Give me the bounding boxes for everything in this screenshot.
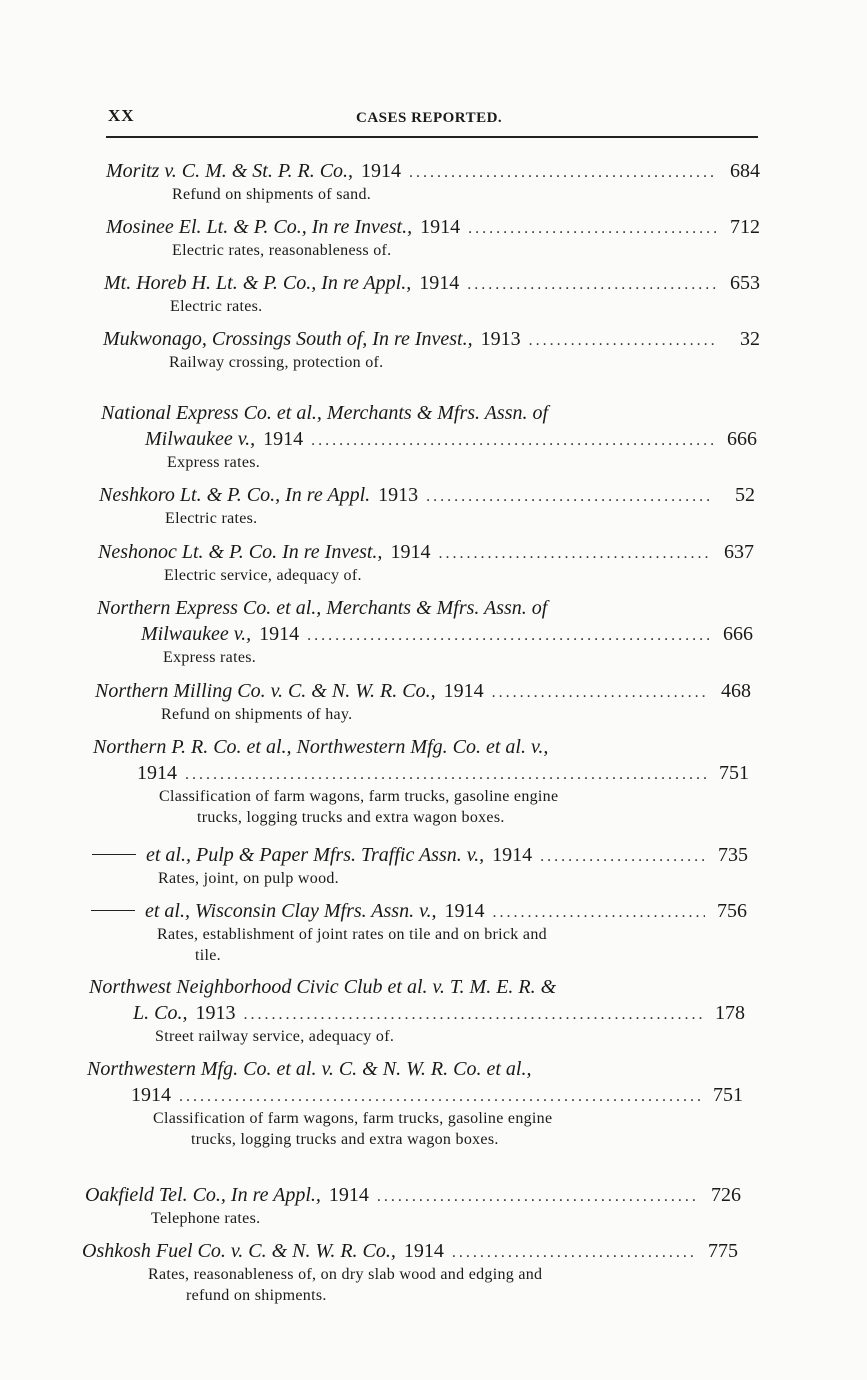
dot-leader <box>307 623 711 649</box>
case-year: 1914 <box>328 1184 369 1206</box>
case-entry <box>92 842 748 889</box>
case-year: 1913 <box>195 1002 236 1024</box>
case-year: 1914 <box>137 762 177 784</box>
case-entry <box>104 270 760 317</box>
case-entry <box>89 974 745 1047</box>
case-subject: Rates, joint, on pulp wood. <box>158 870 339 887</box>
dot-leader <box>311 428 715 454</box>
case-year: 1914 <box>420 216 461 238</box>
dot-leader <box>243 1002 703 1028</box>
case-year: 1913 <box>378 484 419 506</box>
case-name: Mosinee El. Lt. & P. Co., In re Invest., <box>106 216 413 238</box>
page-ref: 735 <box>718 844 748 866</box>
case-name: Northwest Neighborhood Civic Club et al. v. T. M. E. R. & <box>89 976 557 998</box>
case-subject: Railway crossing, protection of. <box>169 354 384 371</box>
page-ref: 756 <box>717 900 747 922</box>
case-year: 1914 <box>259 623 300 645</box>
case-subject: Express rates. <box>163 649 257 666</box>
dot-leader <box>179 1084 701 1110</box>
case-subject: Classification of farm wagons, farm trucks, gasoline engine trucks, logging trucks and extra wagon boxes. <box>153 1110 553 1148</box>
case-year: 1914 <box>131 1084 171 1106</box>
page-ref: 726 <box>711 1184 741 1206</box>
dot-leader <box>540 844 706 870</box>
page-ref: 32 <box>740 328 760 350</box>
page-header <box>106 104 756 130</box>
case-year: 1914 <box>361 160 402 182</box>
case-entry <box>106 158 760 205</box>
case-name: Moritz v. C. M. & St. P. R. Co., <box>106 160 354 182</box>
case-year: 1914 <box>443 680 484 702</box>
case-name: Oakfield Tel. Co., In re Appl., <box>85 1184 321 1206</box>
dot-leader <box>492 680 709 706</box>
page-ref: 666 <box>727 428 757 450</box>
case-subject: Rates, establishment of joint rates on tile and on brick and tile. <box>157 926 547 964</box>
case-entry <box>85 1182 741 1229</box>
case-subject: Refund on shipments of sand. <box>172 186 372 203</box>
page-ref: 653 <box>730 272 760 294</box>
page-ref: 751 <box>713 1084 743 1106</box>
case-year: 1914 <box>492 844 533 866</box>
case-entry <box>103 326 760 373</box>
case-subject: Electric service, adequacy of. <box>164 567 362 584</box>
case-entry <box>93 734 749 828</box>
case-name-continued: Milwaukee v., <box>141 623 252 645</box>
case-entry <box>91 898 747 966</box>
case-name: Neshkoro Lt. & P. Co., In re Appl. <box>99 484 371 506</box>
case-name-continued: Milwaukee v., <box>145 428 256 450</box>
case-entry <box>101 400 757 473</box>
page-ref: 178 <box>715 1002 745 1024</box>
page-ref: 775 <box>708 1240 738 1262</box>
case-entry <box>95 678 751 725</box>
case-subject: Classification of farm wagons, farm trucks, gasoline engine trucks, logging trucks and extra wagon boxes. <box>159 788 559 826</box>
dot-leader <box>426 484 713 510</box>
dot-leader <box>452 1240 696 1266</box>
dot-leader <box>468 216 718 242</box>
header-rule <box>106 136 758 138</box>
case-subject: Rates, reasonableness of, on dry slab wood and edging and refund on shipments. <box>148 1266 543 1304</box>
page-ref: 52 <box>735 484 755 506</box>
case-entry <box>106 214 760 261</box>
dot-leader <box>467 272 718 298</box>
case-name: et al., Wisconsin Clay Mfrs. Assn. v., <box>145 900 437 922</box>
case-name: et al., Pulp & Paper Mfrs. Traffic Assn. v., <box>146 844 485 866</box>
case-year: 1914 <box>444 900 485 922</box>
page-ref: 637 <box>724 541 754 563</box>
case-entry <box>98 539 754 586</box>
dot-leader <box>409 160 718 186</box>
case-name: Mt. Horeb H. Lt. & P. Co., In re Appl., <box>104 272 412 294</box>
page-ref: 684 <box>730 160 760 182</box>
case-year: 1914 <box>419 272 460 294</box>
case-year: 1914 <box>263 428 304 450</box>
case-name: Northern Express Co. et al., Merchants & Mfrs. Assn. of <box>97 597 548 619</box>
case-year: 1914 <box>390 541 431 563</box>
case-subject: Express rates. <box>167 454 261 471</box>
ditto-dash <box>91 910 135 911</box>
case-name: Neshonoc Lt. & P. Co. In re Invest., <box>98 541 383 563</box>
case-entry <box>99 482 755 529</box>
case-subject: Electric rates. <box>170 298 263 315</box>
case-name: Northwestern Mfg. Co. et al. v. C. & N. W. R. Co. et al., <box>87 1058 532 1080</box>
case-subject: Electric rates. <box>165 510 258 527</box>
case-year: 1913 <box>480 328 521 350</box>
dot-leader <box>492 900 705 926</box>
case-name: National Express Co. et al., Merchants & Mfrs. Assn. of <box>101 402 549 424</box>
page-ref: 666 <box>723 623 753 645</box>
case-name: Northern Milling Co. v. C. & N. W. R. Co., <box>95 680 436 702</box>
case-name-continued: L. Co., <box>133 1002 188 1024</box>
case-name: Mukwonago, Crossings South of, In re Invest., <box>103 328 473 350</box>
case-subject: Refund on shipments of hay. <box>161 706 353 723</box>
dot-leader <box>377 1184 699 1210</box>
case-name: Northern P. R. Co. et al., Northwestern Mfg. Co. et al. v., <box>93 736 549 758</box>
case-entry <box>87 1056 743 1150</box>
page-ref: 751 <box>719 762 749 784</box>
case-name: Oshkosh Fuel Co. v. C. & N. W. R. Co., <box>82 1240 396 1262</box>
case-year: 1914 <box>403 1240 444 1262</box>
running-head: CASES REPORTED. <box>356 110 503 126</box>
case-subject: Telephone rates. <box>151 1210 261 1227</box>
ditto-dash <box>92 854 136 855</box>
dot-leader <box>438 541 712 567</box>
case-entry <box>97 595 753 668</box>
case-entry <box>82 1238 738 1306</box>
case-subject: Street railway service, adequacy of. <box>155 1028 395 1045</box>
dot-leader <box>529 328 718 354</box>
page-ref: 712 <box>730 216 760 238</box>
case-subject: Electric rates, reasonableness of. <box>172 242 392 259</box>
dot-leader <box>185 762 707 788</box>
page-ref: 468 <box>721 680 751 702</box>
page-number: XX <box>108 106 135 125</box>
